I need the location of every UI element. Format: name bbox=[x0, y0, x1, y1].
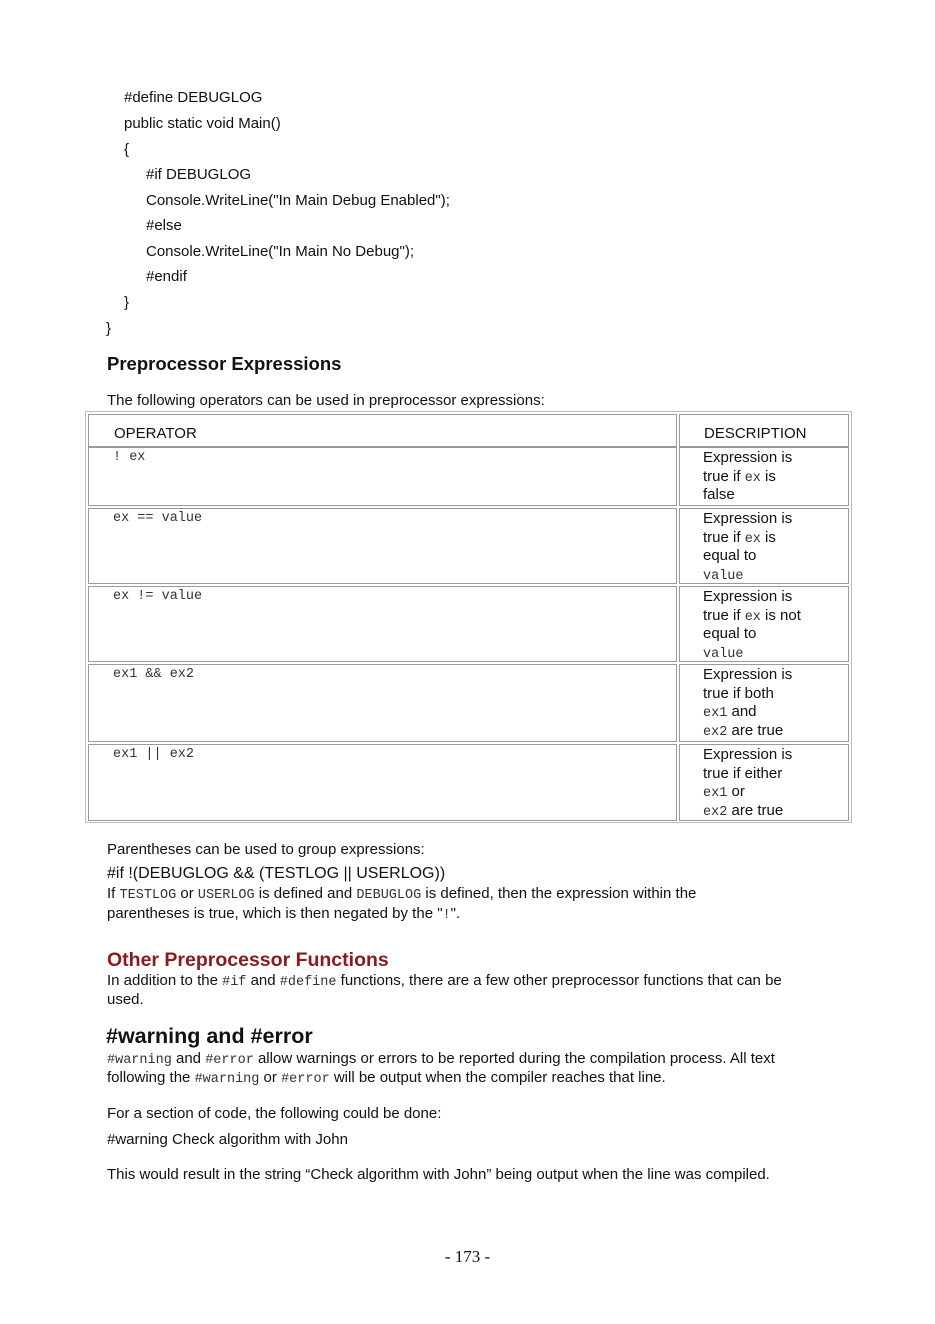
description-line bbox=[703, 685, 774, 704]
text: will be output when the compiler reaches that line. bbox=[329, 1069, 666, 1086]
header-label: DESCRIPTION bbox=[704, 425, 807, 442]
description-line bbox=[703, 644, 744, 665]
text: are true bbox=[727, 801, 784, 819]
code-line: { bbox=[124, 141, 130, 158]
description-line bbox=[703, 588, 792, 607]
description-line bbox=[703, 468, 776, 489]
section3-paragraph: For a section of code, the following could be done: bbox=[107, 1105, 442, 1122]
description-line bbox=[703, 746, 792, 765]
inline-code: ex bbox=[744, 470, 761, 486]
text: parentheses is true, which is then negated by the " bbox=[107, 905, 443, 922]
operator-code: ex1 || ex2 bbox=[113, 747, 195, 762]
table-cell-description bbox=[679, 586, 849, 662]
table-cell-operator bbox=[88, 447, 677, 506]
text: is defined and bbox=[254, 885, 357, 902]
text: equal to bbox=[703, 625, 757, 642]
text: is not bbox=[760, 606, 801, 624]
text: and bbox=[727, 703, 757, 720]
section3-example: #warning Check algorithm with John bbox=[107, 1131, 348, 1148]
text: false bbox=[703, 486, 735, 503]
inline-code: ! bbox=[442, 908, 451, 923]
text: Expression is bbox=[703, 588, 793, 605]
inline-code: ex1 bbox=[703, 786, 728, 801]
table-cell-operator bbox=[88, 664, 677, 742]
text: If bbox=[107, 885, 120, 902]
section-intro: The following operators can be used in preprocessor expressions: bbox=[107, 392, 545, 409]
inline-code: ex bbox=[744, 531, 761, 547]
code-line: #define DEBUGLOG bbox=[124, 89, 263, 106]
inline-code: #if bbox=[222, 975, 247, 990]
section2-text bbox=[107, 972, 782, 990]
text: and bbox=[246, 972, 280, 989]
text: true if both bbox=[703, 684, 774, 702]
paren-intro: Parentheses can be used to group expressions: bbox=[107, 841, 425, 858]
text: are true bbox=[727, 721, 784, 739]
table-cell-operator bbox=[88, 744, 677, 821]
text: and bbox=[171, 1050, 206, 1067]
code-line: #else bbox=[146, 217, 182, 234]
text: following the bbox=[107, 1069, 195, 1086]
table-header-description bbox=[679, 414, 849, 447]
table-cell-description bbox=[679, 508, 849, 584]
text: or bbox=[176, 885, 198, 902]
description-line bbox=[703, 802, 783, 823]
table-cell-description bbox=[679, 664, 849, 742]
text: In addition to the bbox=[107, 972, 223, 989]
inline-code: #warning bbox=[107, 1053, 172, 1068]
text: equal to bbox=[703, 547, 757, 564]
section3-line2 bbox=[107, 1069, 666, 1087]
table-cell-description bbox=[679, 744, 849, 821]
inline-code: TESTLOG bbox=[119, 888, 177, 903]
description-line bbox=[703, 566, 744, 587]
table-cell-description bbox=[679, 447, 849, 506]
text: functions, there are a few other preprocessor functions that can be bbox=[336, 972, 782, 989]
text: Expression is bbox=[703, 510, 793, 527]
description-line bbox=[703, 783, 745, 804]
inline-code: #error bbox=[281, 1072, 330, 1087]
description-line bbox=[703, 547, 756, 566]
page-number: - 173 - bbox=[444, 1247, 491, 1266]
text: is bbox=[760, 467, 776, 485]
description-line bbox=[703, 625, 756, 644]
code-line: Console.WriteLine("In Main No Debug"); bbox=[146, 243, 414, 260]
inline-code: USERLOG bbox=[197, 888, 255, 903]
description-line bbox=[703, 666, 792, 685]
code-line: #if DEBUGLOG bbox=[146, 166, 252, 183]
inline-code: ex2 bbox=[703, 724, 728, 740]
section2-text-line2: used. bbox=[107, 991, 144, 1008]
text: allow warnings or errors to be reported during the compilation process. All text bbox=[253, 1050, 775, 1067]
section3-paragraph: This would result in the string “Check algorithm with John” being output when the line was compiled. bbox=[107, 1166, 770, 1183]
text: Expression is bbox=[703, 449, 793, 466]
text: is bbox=[760, 528, 776, 546]
code-line: Console.WriteLine("In Main Debug Enabled"); bbox=[146, 192, 450, 209]
inline-code: #define bbox=[279, 975, 337, 990]
paren-explanation-line2 bbox=[107, 905, 460, 923]
description-line bbox=[703, 529, 776, 550]
code-line: #endif bbox=[146, 268, 187, 285]
code-line: } bbox=[106, 320, 112, 337]
paren-explanation bbox=[107, 885, 696, 903]
description-line bbox=[703, 486, 735, 505]
text: or bbox=[727, 783, 745, 800]
inline-code: ex bbox=[744, 609, 761, 625]
description-line bbox=[703, 765, 782, 784]
inline-code: ex1 bbox=[703, 706, 728, 721]
text: Expression is bbox=[703, 746, 793, 763]
inline-code: value bbox=[703, 646, 744, 662]
description-line bbox=[703, 722, 783, 743]
inline-code: #error bbox=[205, 1053, 254, 1068]
text: or bbox=[259, 1069, 282, 1086]
operator-table bbox=[85, 411, 852, 823]
inline-code: ex2 bbox=[703, 804, 728, 820]
code-line: } bbox=[124, 294, 130, 311]
text: true if either bbox=[703, 764, 783, 782]
description-line bbox=[703, 510, 792, 529]
text: ". bbox=[450, 905, 461, 922]
operator-code: ex == value bbox=[113, 511, 203, 526]
description-line bbox=[703, 449, 792, 468]
table-header-operator bbox=[88, 414, 677, 447]
operator-code: ! ex bbox=[113, 450, 146, 465]
section-heading: Preprocessor Expressions bbox=[107, 353, 342, 374]
text: is defined, then the expression within the bbox=[421, 885, 697, 902]
section-heading: Other Preprocessor Functions bbox=[107, 949, 389, 971]
inline-code: #warning bbox=[194, 1072, 260, 1087]
section3-line1 bbox=[107, 1050, 775, 1068]
inline-code: DEBUGLOG bbox=[356, 888, 422, 903]
operator-code: ex1 && ex2 bbox=[113, 667, 195, 682]
header-label: OPERATOR bbox=[114, 425, 197, 442]
table-cell-operator bbox=[88, 586, 677, 662]
operator-code: ex != value bbox=[113, 589, 203, 604]
description-line bbox=[703, 703, 757, 724]
section-heading: #warning and #error bbox=[106, 1024, 313, 1048]
text: true if bbox=[703, 528, 745, 546]
description-line bbox=[703, 607, 801, 628]
text: true if bbox=[703, 467, 745, 485]
code-line: public static void Main() bbox=[124, 115, 281, 132]
table-cell-operator bbox=[88, 508, 677, 584]
text: Expression is bbox=[703, 666, 793, 683]
text: true if bbox=[703, 606, 745, 624]
paren-example: #if !(DEBUGLOG && (TESTLOG || USERLOG)) bbox=[107, 865, 446, 882]
inline-code: value bbox=[703, 568, 744, 584]
